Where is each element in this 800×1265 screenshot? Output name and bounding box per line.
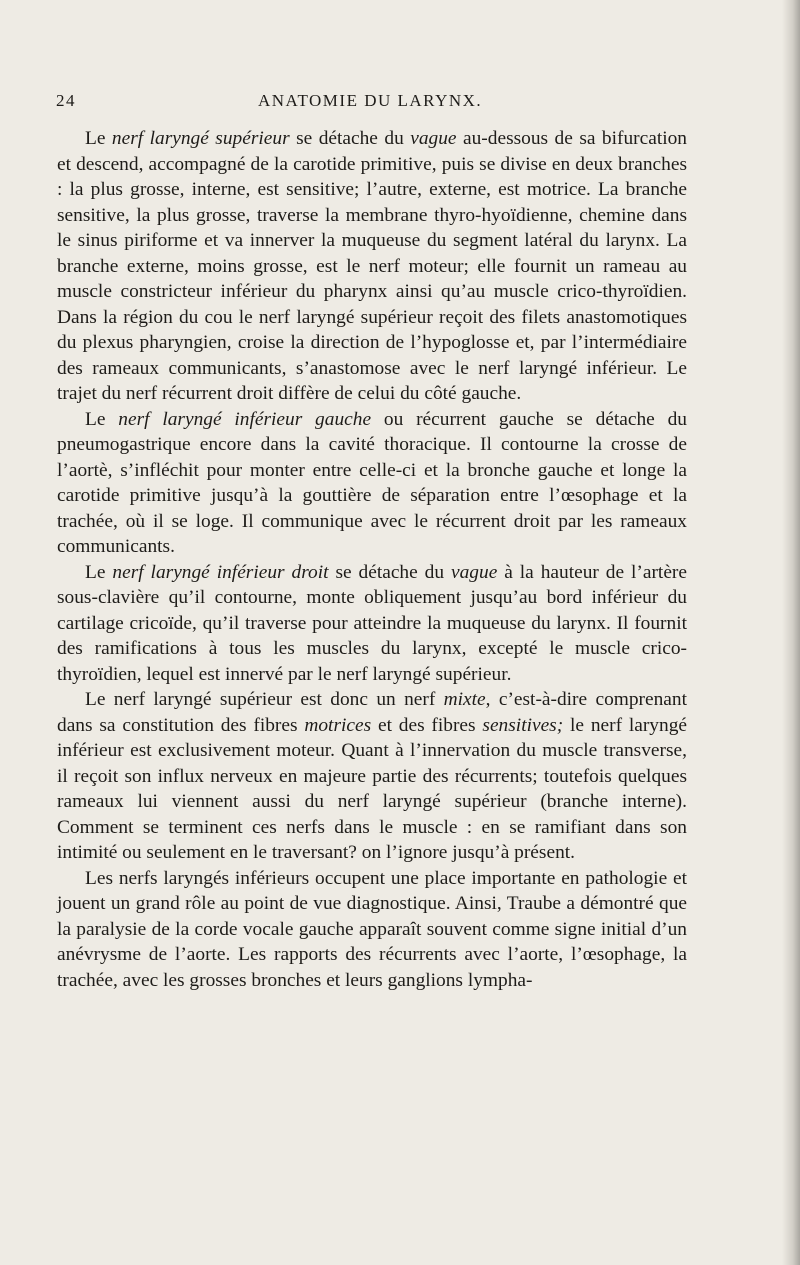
text-span: Le nerf laryngé supérieur est donc un nerf bbox=[85, 689, 444, 710]
text-span: se détache du bbox=[289, 128, 411, 149]
paragraph-pathologie bbox=[57, 866, 687, 994]
text-span: , c’est-à-dire comprenant dans sa constitution des fibres bbox=[57, 689, 687, 736]
text-span: Le bbox=[85, 408, 119, 430]
paragraph-nerf-mixte bbox=[57, 687, 687, 866]
text-span: au-dessous de sa bifurcation et descend, accompagné de la carotide primitive, puis se divise en deux branches : la plus grosse, interne, est sensitive; l’autre, externe, est motrice. La branche sensitive, la plus grosse, traverse la membrane thyro-hyoïdienne, chemine dans le sinus piriforme et va innerver la muqueuse du segment latéral du larynx. La branche externe, moins grosse, est le nerf moteur; elle fournit un rameau au muscle constricteur inférieur du pharynx ainsi qu’au muscle crico-thyroïdien. Dans la région du cou le nerf laryngé supérieur reçoit des filets anastomotiques du plexus pharyngien, croise la direction de l’hypoglosse et, par l’intermédiaire des rameaux communicants, s’anastomose avec le nerf laryngé inférieur. Le trajet du nerf récurrent droit diffère de celui du côté gauche. bbox=[57, 128, 687, 404]
italic-term: vague bbox=[451, 561, 498, 583]
italic-term: nerf laryngé inférieur droit bbox=[112, 561, 329, 583]
italic-term: motrices bbox=[304, 714, 372, 736]
text-span: Les nerfs laryngés inférieurs occupent une place importante en pathologie et jouent un grand rôle au point de vue diagnostique. Ainsi, Traube a démontré que la paralysie de la corde vocale gauche apparaît souvent comme signe initial d’un anévrysme de l’aorte. Les rapports des récurrents avec l’aorte, l’œsophage, la trachée, avec les grosses bronches et leurs ganglions lympha- bbox=[57, 867, 687, 991]
italic-term: mixte bbox=[443, 689, 486, 710]
italic-term: sensitives; bbox=[482, 714, 564, 736]
text-span: ou récurrent gauche se détache du pneumogastrique encore dans la cavité thoracique. Il contourne la crosse de l’aortè, s’infléchit pour monter entre celle-ci et la bronche gauche et longe la carotide primitive jusqu’à la gouttière de séparation entre l’œsophage et la trachée, où il se loge. Il communique avec le récurrent droit par les rameaux communicants. bbox=[57, 408, 687, 557]
paragraph-nerf-inférieur-droit bbox=[57, 560, 687, 688]
text-span: à la hauteur de l’artère sous-clavière qu’il contourne, monte obliquement jusqu’au bord inférieur du cartilage cricoïde, qu’il traverse pour atteindre la muqueuse du larynx. Il fournit des ramifications à tous les muscles du larynx, excepté le muscle crico-thyroïdien, lequel est innervé par le nerf laryngé supérieur. bbox=[57, 561, 687, 685]
italic-term: nerf laryngé inférieur gauche bbox=[118, 408, 372, 430]
running-title: ANATOMIE DU LARYNX. bbox=[258, 91, 483, 110]
page-edge-shadow bbox=[782, 0, 800, 1265]
text-span: le nerf laryngé inférieur est exclusivement moteur. Quant à l’innervation du muscle transverse, il reçoit son influx nerveux en majeure partie des récurrents; toutefois quelques rameaux lui viennent aussi du nerf laryngé supérieur (branche interne). Comment se terminent ces nerfs dans le muscle : en se ramifiant dans son intimité ou seulement en le traversant? on l’ignore jusqu’à présent. bbox=[57, 714, 687, 863]
page-header bbox=[56, 86, 686, 116]
body-text bbox=[57, 126, 687, 993]
text-span: Le bbox=[85, 128, 112, 149]
italic-term: vague bbox=[410, 128, 457, 149]
paragraph-nerf-laryngé-supérieur bbox=[57, 126, 687, 407]
text-span: Le bbox=[85, 561, 113, 583]
page-number: 24 bbox=[56, 91, 76, 110]
text-span: et des fibres bbox=[371, 714, 483, 736]
paragraph-nerf-inférieur-gauche bbox=[57, 407, 687, 560]
text-span: se détache du bbox=[328, 561, 451, 583]
italic-term: nerf laryngé supérieur bbox=[111, 128, 290, 149]
